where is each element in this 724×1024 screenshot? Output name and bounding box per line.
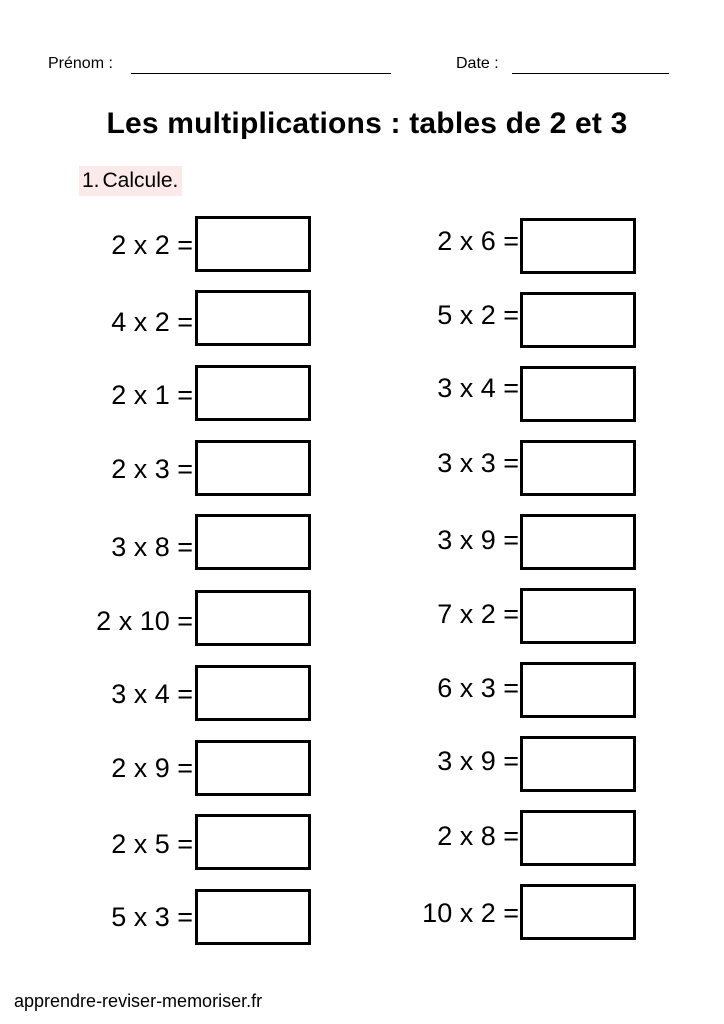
instruction-number: 1. [82, 169, 100, 192]
multiplication-expression: 3 x 8 = [111, 532, 193, 562]
multiplication-expression: 6 x 3 = [437, 673, 519, 703]
answer-box[interactable] [195, 590, 311, 646]
multiplication-expression: 2 x 6 = [437, 226, 519, 256]
multiplication-expression: 5 x 3 = [111, 902, 193, 932]
multiplication-expression: 2 x 2 = [111, 230, 193, 260]
answer-box[interactable] [520, 366, 636, 422]
answer-box[interactable] [520, 662, 636, 718]
answer-box[interactable] [195, 665, 311, 721]
footer-source: apprendre-reviser-memoriser.fr [14, 991, 263, 1011]
multiplication-expression: 3 x 3 = [437, 448, 519, 478]
answer-box[interactable] [195, 365, 311, 421]
answer-box[interactable] [195, 889, 311, 945]
multiplication-expression: 2 x 1 = [111, 380, 193, 410]
multiplication-expression: 10 x 2 = [422, 898, 519, 928]
date-field[interactable] [512, 73, 669, 74]
answer-box[interactable] [195, 440, 311, 496]
answer-box[interactable] [195, 814, 311, 870]
multiplication-expression: 2 x 5 = [111, 829, 193, 859]
multiplication-expression: 2 x 10 = [96, 606, 193, 636]
multiplication-expression: 4 x 2 = [111, 307, 193, 337]
answer-box[interactable] [195, 216, 311, 272]
answer-box[interactable] [520, 218, 636, 274]
multiplication-expression: 2 x 9 = [111, 753, 193, 783]
answer-box[interactable] [520, 884, 636, 940]
answer-box[interactable] [195, 290, 311, 346]
multiplication-expression: 3 x 9 = [437, 746, 519, 776]
multiplication-expression: 3 x 4 = [111, 679, 193, 709]
instruction-text: Calcule. [102, 169, 179, 192]
answer-box[interactable] [520, 440, 636, 496]
multiplication-expression: 3 x 9 = [437, 525, 519, 555]
answer-box[interactable] [195, 740, 311, 796]
multiplication-expression: 3 x 4 = [437, 373, 519, 403]
instruction [79, 166, 182, 196]
first-name-field[interactable] [131, 73, 391, 74]
multiplication-expression: 2 x 8 = [437, 821, 519, 851]
date-label: Date : [456, 55, 499, 72]
multiplication-expression: 7 x 2 = [437, 599, 519, 629]
multiplication-expression: 5 x 2 = [437, 300, 519, 330]
answer-box[interactable] [520, 292, 636, 348]
answer-box[interactable] [520, 810, 636, 866]
answer-box[interactable] [195, 514, 311, 570]
first-name-label: Prénom : [48, 55, 113, 72]
multiplication-expression: 2 x 3 = [111, 454, 193, 484]
answer-box[interactable] [520, 514, 636, 570]
page-title: Les multiplications : tables de 2 et 3 [106, 107, 628, 140]
answer-box[interactable] [520, 736, 636, 792]
answer-box[interactable] [520, 588, 636, 644]
